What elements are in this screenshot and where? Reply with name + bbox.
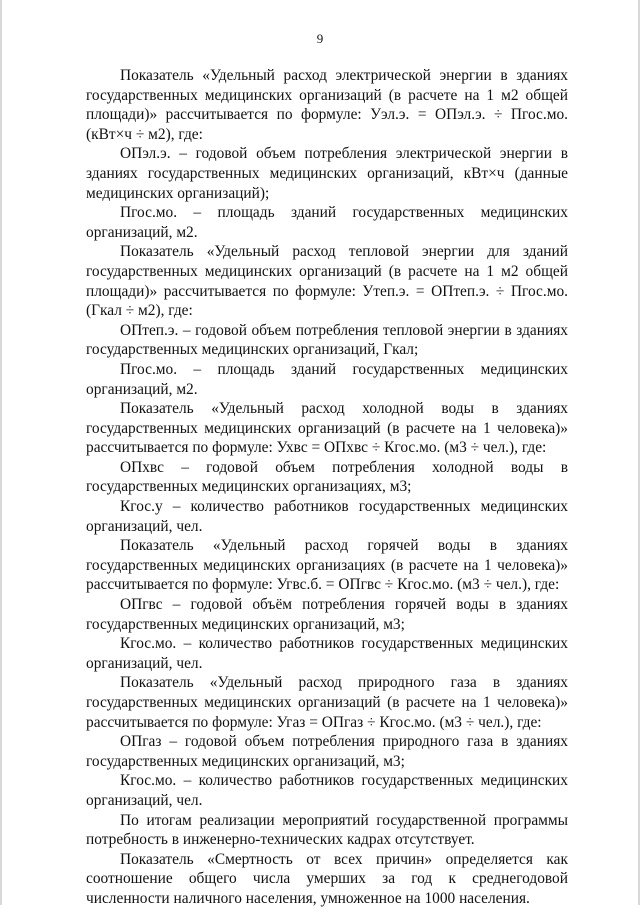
paragraph-hot-water-indicator: Показатель «Удельный расход горячей воды в зданиях государственных медицинских организациях (в расчете на 1 человека)» рассчитывается по формуле: Угвс.б. = ОПгвс ÷ Кгос.мо. (м3 ÷ чел.), где:	[86, 537, 568, 594]
body-text	[86, 66, 568, 909]
page-edge-left	[0, 0, 2, 905]
paragraph-electricity-indicator: Показатель «Удельный расход электрической энергии в зданиях государственных медицинских организаций (в расчете на 1 м2 общей площади)» рассчитывается по формуле: Уэл.э. = ОПэл.э. ÷ Пгос.мо. (кВт×ч ÷ м2), где:	[86, 67, 568, 143]
paragraph-heat-indicator: Показатель «Удельный расход тепловой энергии для зданий государственных медицинских организаций (в расчете на 1 м2 общей площади)» рассчитывается по формуле: Утеп.э. = ОПтеп.э. ÷ Пгос.мо. (Гкал ÷ м2), где:	[86, 243, 568, 320]
paragraph-hot-water-consumption-def: ОПгвс – годовой объём потребления горячей воды в зданиях государственных медицинских организаций, м3;	[86, 596, 568, 633]
paragraph-staffing-result: По итогам реализации мероприятий государственной программы потребность в инженерно-технических кадрах отсутствует.	[86, 811, 568, 849]
paragraph-staff-count-def: Кгос.у – количество работников государственных медицинских организаций, чел.	[86, 498, 568, 535]
paragraph-gas-consumption-def: ОПгаз – годовой объем потребления природного газа в зданиях государственных медицинских организаций, м3;	[86, 733, 568, 770]
paragraph-mortality-indicator: Показатель «Смертность от всех причин» определяется как соотношение общего числа умерших за год к среднегодовой численности наличного населения, умноженное на 1000 населения.	[86, 850, 568, 907]
paragraph-cold-water-consumption-def: ОПхвс – годовой объем потребления холодной воды в государственных медицинских организациях, м3;	[86, 458, 568, 496]
paragraph-electricity-consumption-def: ОПэл.э. – годовой объем потребления электрической энергии в зданиях государственных медицинских организаций, кВт×ч (данные медицинских организаций);	[86, 145, 568, 202]
paragraph-area-def-2: Пгос.мо. – площадь зданий государственных медицинских организаций, м2.	[86, 360, 568, 398]
paragraph-cold-water-indicator: Показатель «Удельный расход холодной воды в зданиях государственных медицинских организаций (в расчете на 1 человека)» рассчитывается по формуле: Ухвс = ОПхвс ÷ Кгос.мо. (м3 ÷ чел.), где:	[86, 400, 568, 457]
paragraph-staff-count-def-3: Кгос.мо. – количество работников государственных медицинских организаций, чел.	[86, 772, 568, 809]
paragraph-staff-count-def-2: Кгос.мо. – количество работников государственных медицинских организаций, чел.	[86, 635, 568, 672]
paragraph-heat-consumption-def: ОПтеп.э. – годовой объем потребления тепловой энергии в зданиях государственных медицинских организаций, Гкал;	[86, 321, 568, 359]
paragraph-gas-indicator: Показатель «Удельный расход природного газа в зданиях государственных медицинских организаций (в расчете на 1 человека)» рассчитывается по формуле: Угаз = ОПгаз ÷ Кгос.мо. (м3 ÷ чел.), где:	[86, 674, 568, 731]
paragraph-area-def: Пгос.мо. – площадь зданий государственных медицинских организаций, м2.	[86, 204, 568, 241]
page-number: 9	[316, 31, 324, 46]
